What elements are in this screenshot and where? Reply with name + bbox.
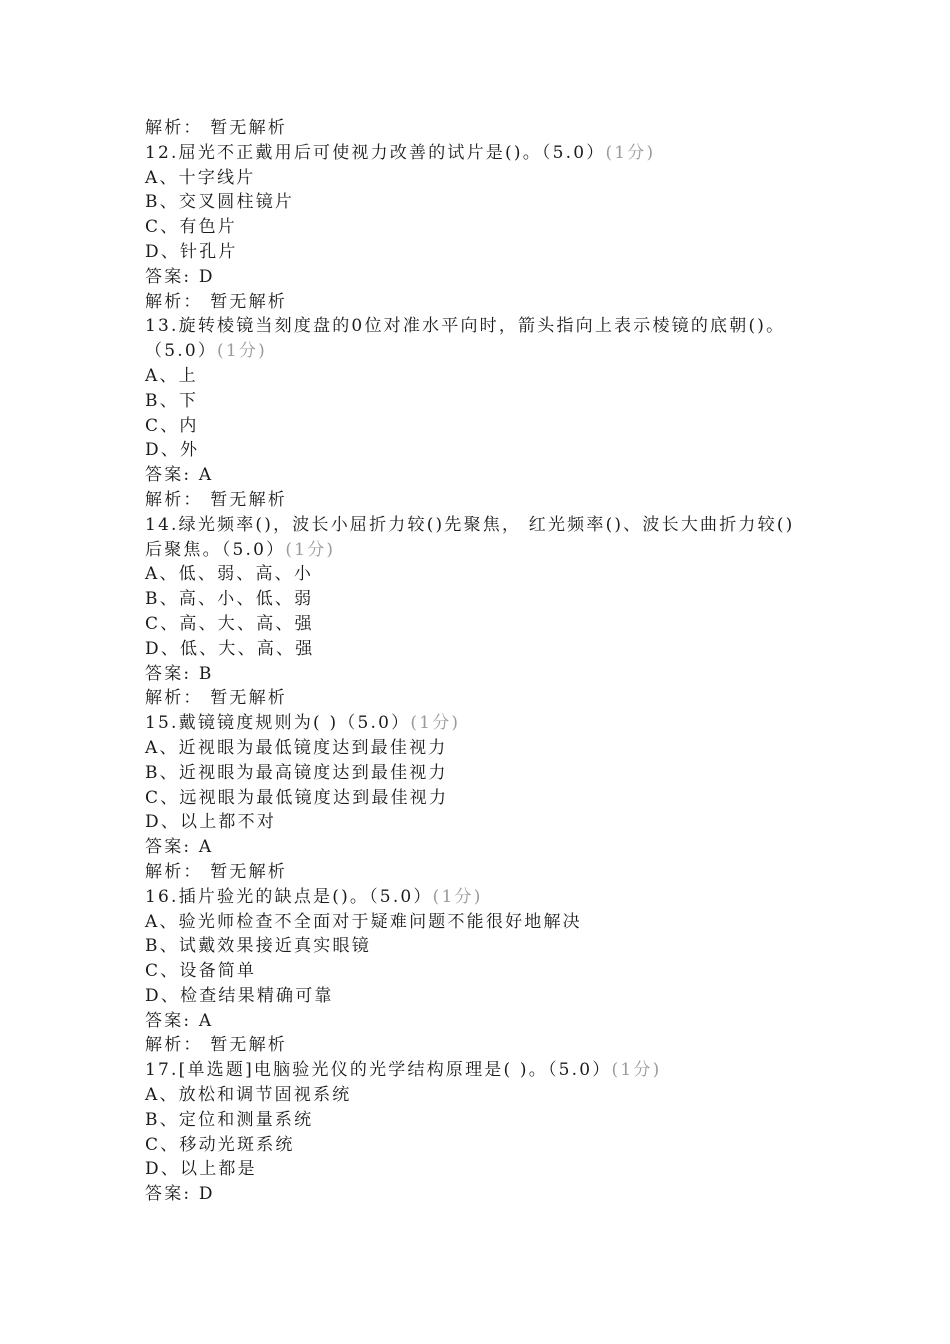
question-line [145, 885, 865, 910]
analysis-text: 解析： 暂无解析 [145, 688, 288, 709]
option-text: C、高、大、高、强 [145, 613, 314, 634]
question-line [145, 513, 865, 538]
option-line [145, 810, 865, 835]
answer-line [145, 1009, 865, 1034]
question-cont-line [145, 339, 865, 364]
option-text: B、近视眼为最高镜度达到最佳视力 [145, 762, 448, 783]
analysis-line [145, 860, 865, 885]
analysis-line [145, 488, 865, 513]
option-line [145, 364, 865, 389]
option-text: C、移动光斑系统 [145, 1134, 295, 1155]
question-line [145, 314, 865, 339]
question-line [145, 711, 865, 736]
option-line [145, 959, 865, 984]
option-text: A、十字线片 [145, 167, 256, 188]
option-line [145, 438, 865, 463]
option-line [145, 1133, 865, 1158]
analysis-text: 解析： 暂无解析 [145, 118, 288, 138]
option-line [145, 786, 865, 811]
answer-line [145, 662, 865, 687]
option-text: B、高、小、低、弱 [145, 589, 314, 610]
option-line [145, 414, 865, 439]
answer-text: 答案: A [145, 465, 214, 486]
option-line [145, 1108, 865, 1133]
option-text: C、远视眼为最低镜度达到最佳视力 [145, 787, 449, 808]
score-label: (1分) [432, 886, 483, 907]
analysis-line [145, 290, 865, 315]
option-line [145, 984, 865, 1009]
option-line [145, 612, 865, 637]
option-line [145, 637, 865, 662]
question-text: 17.[单选题]电脑验光仪的光学结构原理是( )。（5.0） [145, 1060, 612, 1081]
option-text: A、上 [145, 365, 198, 386]
score-label: (1分) [217, 341, 267, 362]
analysis-text: 解析： 暂无解析 [145, 291, 288, 312]
option-text: B、试戴效果接近真实眼镜 [145, 936, 371, 957]
answer-line [145, 463, 865, 488]
question-text: 13.旋转棱镜当刻度盘的0位对准水平向时，箭头指向上表示棱镜的底朝()。 [145, 316, 786, 337]
score-label: (1分) [611, 1060, 662, 1081]
question-text: 14.绿光频率()，波长小屈折力较()先聚焦， 红光频率()、波长大曲折力较() [145, 514, 795, 535]
option-text: B、交叉圆柱镜片 [145, 192, 295, 213]
option-line [145, 562, 865, 587]
option-line [145, 736, 865, 761]
answer-text: 答案: D [145, 1184, 215, 1205]
question-list [145, 116, 865, 1207]
question-line [145, 141, 865, 166]
question-text: 15.戴镜镜度规则为( )（5.0） [145, 713, 411, 734]
option-text: C、内 [145, 415, 199, 436]
answer-text: 答案: A [145, 1010, 214, 1031]
answer-line [145, 1182, 865, 1207]
option-line [145, 910, 865, 935]
option-line [145, 215, 865, 240]
answer-text: 答案: B [145, 663, 214, 684]
option-text: C、设备简单 [145, 961, 257, 982]
option-text: D、检查结果精确可靠 [145, 985, 334, 1006]
option-text: D、低、大、高、强 [145, 638, 315, 659]
option-line [145, 389, 865, 414]
option-text: A、低、弱、高、小 [145, 564, 314, 585]
option-line [145, 240, 865, 265]
question-line [145, 1058, 865, 1083]
option-line [145, 166, 865, 191]
option-line [145, 1083, 865, 1108]
answer-text: 答案: A [145, 837, 214, 858]
option-line [145, 761, 865, 786]
score-label: (1分) [285, 539, 336, 560]
option-text: A、放松和调节固视系统 [145, 1085, 352, 1106]
answer-text: 答案: D [145, 266, 215, 287]
option-text: D、以上都是 [145, 1159, 257, 1180]
option-text: D、外 [145, 440, 200, 461]
question-text: 16.插片验光的缺点是()。（5.0） [145, 886, 433, 907]
option-text: D、针孔片 [145, 241, 238, 262]
analysis-text: 解析： 暂无解析 [145, 489, 288, 510]
analysis-line [145, 116, 865, 141]
option-line [145, 587, 865, 612]
score-label: (1分) [605, 142, 656, 163]
option-line [145, 934, 865, 959]
option-text: B、定位和测量系统 [145, 1109, 314, 1130]
question-text: 12.屈光不正戴用后可使视力改善的试片是()。（5.0） [145, 142, 606, 163]
analysis-text: 解析： 暂无解析 [145, 861, 288, 882]
option-line [145, 1157, 865, 1182]
question-cont-text: 后聚焦。（5.0） [145, 539, 286, 560]
option-text: A、验光师检查不全面对于疑难问题不能很好地解决 [145, 911, 582, 932]
option-text: C、有色片 [145, 217, 238, 238]
answer-line [145, 265, 865, 290]
option-text: B、下 [145, 390, 199, 411]
option-text: A、近视眼为最低镜度达到最佳视力 [145, 737, 448, 758]
analysis-text: 解析： 暂无解析 [145, 1035, 288, 1056]
question-cont-text: （5.0） [145, 341, 218, 362]
question-cont-line [145, 538, 865, 563]
option-text: D、以上都不对 [145, 812, 277, 833]
analysis-line [145, 1033, 865, 1058]
score-label: (1分) [410, 713, 461, 734]
answer-line [145, 835, 865, 860]
option-line [145, 190, 865, 215]
analysis-line [145, 686, 865, 711]
